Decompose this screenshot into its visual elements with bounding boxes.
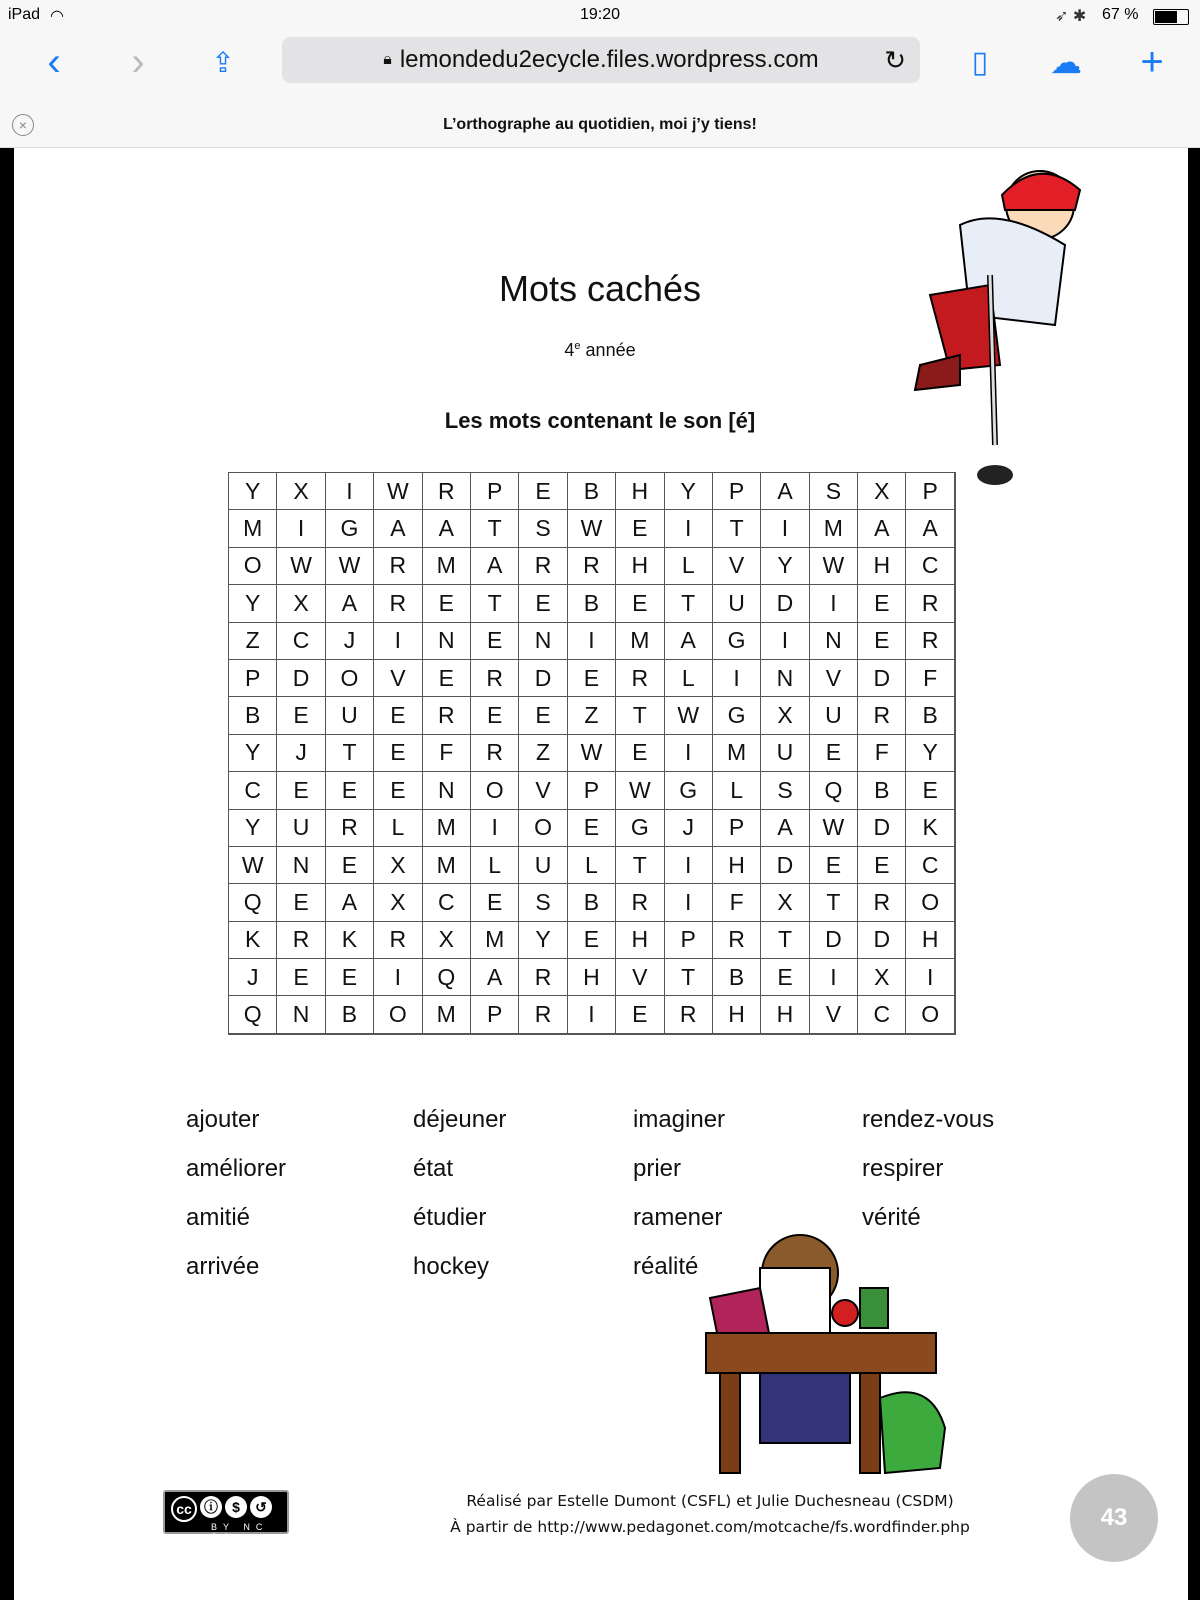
grid-cell: M bbox=[229, 510, 277, 547]
grid-cell: N bbox=[761, 660, 809, 697]
grid-cell: V bbox=[810, 996, 858, 1033]
grid-cell: B bbox=[568, 884, 616, 921]
grid-cell: E bbox=[277, 959, 325, 996]
grid-cell: D bbox=[277, 660, 325, 697]
grid-cell: H bbox=[616, 548, 664, 585]
word-list-item: ramener bbox=[633, 1204, 723, 1231]
credit-authors: Réalisé par Estelle Dumont (CSFL) et Julie Duchesneau (CSDM) bbox=[466, 1492, 954, 1510]
cloud-tabs-icon[interactable]: ☁︎ bbox=[1050, 44, 1082, 80]
word-list-item: déjeuner bbox=[413, 1106, 507, 1133]
grid-cell: H bbox=[761, 996, 809, 1033]
location-bluetooth-icon: ➶ ✱ bbox=[1055, 8, 1087, 25]
grid-cell: R bbox=[374, 548, 422, 585]
grid-cell: W bbox=[277, 548, 325, 585]
grid-cell: E bbox=[471, 884, 519, 921]
grid-cell: R bbox=[277, 922, 325, 959]
grid-cell: T bbox=[616, 847, 664, 884]
grid-cell: Q bbox=[229, 996, 277, 1033]
grid-cell: O bbox=[326, 660, 374, 697]
grid-cell: E bbox=[471, 697, 519, 734]
grid-cell: C bbox=[423, 884, 471, 921]
grid-cell: B bbox=[568, 585, 616, 622]
grid-cell: E bbox=[326, 959, 374, 996]
grid-cell: A bbox=[906, 510, 954, 547]
grid-cell: E bbox=[374, 697, 422, 734]
grid-cell: R bbox=[471, 660, 519, 697]
grid-cell: R bbox=[519, 548, 567, 585]
grade-word: année bbox=[585, 340, 636, 360]
grid-cell: E bbox=[810, 735, 858, 772]
grid-cell: T bbox=[713, 510, 761, 547]
subtitle: Les mots contenant le son [é] bbox=[444, 408, 756, 433]
grid-cell: K bbox=[229, 922, 277, 959]
grid-cell: X bbox=[374, 847, 422, 884]
grid-cell: T bbox=[471, 510, 519, 547]
grid-cell: N bbox=[277, 996, 325, 1033]
grid-cell: P bbox=[568, 772, 616, 809]
credit bbox=[390, 1488, 1030, 1540]
grid-cell: F bbox=[906, 660, 954, 697]
bookmarks-icon[interactable]: ▯ bbox=[971, 45, 989, 79]
grid-cell: R bbox=[713, 922, 761, 959]
grid-cell: L bbox=[665, 548, 713, 585]
grid-cell: I bbox=[568, 623, 616, 660]
grid-cell: A bbox=[665, 623, 713, 660]
grid-cell: E bbox=[519, 585, 567, 622]
grid-cell: C bbox=[906, 548, 954, 585]
device-label: iPad bbox=[8, 6, 41, 23]
grid-cell: E bbox=[326, 772, 374, 809]
grid-cell: R bbox=[519, 996, 567, 1033]
grid-cell: W bbox=[568, 510, 616, 547]
grid-cell: W bbox=[665, 697, 713, 734]
grid-cell: C bbox=[277, 623, 325, 660]
grid-cell: N bbox=[277, 847, 325, 884]
grid-cell: R bbox=[616, 660, 664, 697]
grid-cell: E bbox=[374, 735, 422, 772]
grid-cell: M bbox=[423, 996, 471, 1033]
grid-cell: L bbox=[374, 810, 422, 847]
word-list-item: hockey bbox=[413, 1253, 490, 1280]
grid-cell: R bbox=[665, 996, 713, 1033]
grid-cell: D bbox=[761, 847, 809, 884]
grid-cell: I bbox=[665, 510, 713, 547]
grid-cell: I bbox=[665, 735, 713, 772]
grid-cell: T bbox=[326, 735, 374, 772]
grid-cell: L bbox=[665, 660, 713, 697]
grid-cell: R bbox=[326, 810, 374, 847]
back-button[interactable]: ‹ bbox=[47, 39, 61, 84]
grid-cell: U bbox=[277, 810, 325, 847]
creative-commons-badge bbox=[163, 1490, 289, 1542]
grid-cell: C bbox=[906, 847, 954, 884]
grid-cell: R bbox=[858, 697, 906, 734]
grid-cell: W bbox=[810, 810, 858, 847]
grid-cell: V bbox=[374, 660, 422, 697]
browser-chrome bbox=[0, 0, 1200, 148]
grid-cell: B bbox=[326, 996, 374, 1033]
grid-cell: Z bbox=[229, 623, 277, 660]
grid-cell: G bbox=[616, 810, 664, 847]
grid-cell: U bbox=[519, 847, 567, 884]
cc-icons: cc ⓘ $ ↺ bbox=[165, 1492, 287, 1526]
grade-suffix: e bbox=[574, 340, 581, 352]
grid-cell: R bbox=[858, 884, 906, 921]
grid-cell: E bbox=[616, 996, 664, 1033]
word-list-item: respirer bbox=[862, 1155, 944, 1182]
grid-cell: E bbox=[616, 735, 664, 772]
grid-cell: E bbox=[277, 884, 325, 921]
grid-cell: H bbox=[713, 996, 761, 1033]
grid-cell: O bbox=[471, 772, 519, 809]
grid-cell: G bbox=[665, 772, 713, 809]
grid-cell: E bbox=[858, 847, 906, 884]
grid-cell: R bbox=[616, 884, 664, 921]
grid-cell: Y bbox=[761, 548, 809, 585]
grid-cell: I bbox=[761, 623, 809, 660]
grid-cell: I bbox=[568, 996, 616, 1033]
grid-cell: S bbox=[761, 772, 809, 809]
grid-cell: R bbox=[519, 959, 567, 996]
grid-cell: C bbox=[229, 772, 277, 809]
grid-cell: N bbox=[423, 623, 471, 660]
grid-cell: B bbox=[568, 473, 616, 510]
grid-cell: B bbox=[906, 697, 954, 734]
grid-cell: E bbox=[568, 922, 616, 959]
grid-cell: R bbox=[423, 697, 471, 734]
grid-cell: A bbox=[326, 884, 374, 921]
grid-cell: K bbox=[326, 922, 374, 959]
grid-cell: N bbox=[810, 623, 858, 660]
grid-cell: G bbox=[326, 510, 374, 547]
grid-cell: U bbox=[810, 697, 858, 734]
grid-cell: O bbox=[906, 884, 954, 921]
grid-cell: R bbox=[374, 585, 422, 622]
grid-cell: U bbox=[761, 735, 809, 772]
grid-cell: E bbox=[906, 772, 954, 809]
grid-cell: A bbox=[326, 585, 374, 622]
grid-cell: R bbox=[374, 922, 422, 959]
grid-cell: U bbox=[326, 697, 374, 734]
grid-cell: I bbox=[713, 660, 761, 697]
grid-cell: H bbox=[906, 922, 954, 959]
word-list-item: rendez-vous bbox=[862, 1106, 995, 1133]
grid-cell: N bbox=[423, 772, 471, 809]
grid-cell: F bbox=[713, 884, 761, 921]
grid-cell: E bbox=[277, 697, 325, 734]
grid-cell: I bbox=[810, 585, 858, 622]
grid-cell: S bbox=[810, 473, 858, 510]
grid-cell: W bbox=[810, 548, 858, 585]
page-number-badge: 43 bbox=[1070, 1474, 1158, 1562]
grid-cell: A bbox=[761, 810, 809, 847]
grid-cell: M bbox=[423, 847, 471, 884]
grid-cell: R bbox=[906, 585, 954, 622]
grid-cell: T bbox=[665, 585, 713, 622]
grid-cell: A bbox=[858, 510, 906, 547]
grid-cell: I bbox=[277, 510, 325, 547]
grid-cell: P bbox=[713, 810, 761, 847]
word-list-item: réalité bbox=[633, 1253, 699, 1280]
grid-cell: O bbox=[374, 996, 422, 1033]
grid-cell: M bbox=[471, 922, 519, 959]
grid-cell: W bbox=[229, 847, 277, 884]
grid-cell: W bbox=[374, 473, 422, 510]
grid-cell: T bbox=[471, 585, 519, 622]
grid-cell: E bbox=[568, 660, 616, 697]
grid-cell: X bbox=[423, 922, 471, 959]
grid-cell: V bbox=[810, 660, 858, 697]
grid-cell: E bbox=[423, 585, 471, 622]
grid-cell: Y bbox=[229, 473, 277, 510]
tab-title: L’orthographe au quotidien, moi j’y tiens! bbox=[443, 116, 757, 133]
grid-cell: B bbox=[713, 959, 761, 996]
wifi-icon: ◠ bbox=[50, 8, 64, 25]
lock-icon: 🔒︎ bbox=[383, 51, 392, 68]
forward-button[interactable]: › bbox=[131, 39, 145, 84]
grid-cell: D bbox=[810, 922, 858, 959]
grid-cell: S bbox=[519, 510, 567, 547]
grid-cell: I bbox=[810, 959, 858, 996]
grid-cell: K bbox=[906, 810, 954, 847]
grid-cell: Q bbox=[229, 884, 277, 921]
grid-cell: S bbox=[519, 884, 567, 921]
grid-cell: Q bbox=[423, 959, 471, 996]
page-title: Mots cachés bbox=[498, 268, 702, 309]
grid-cell: Y bbox=[229, 735, 277, 772]
word-search-grid bbox=[228, 472, 956, 1035]
grid-cell: X bbox=[858, 959, 906, 996]
grid-cell: L bbox=[471, 847, 519, 884]
grid-cell: X bbox=[277, 585, 325, 622]
grid-cell: F bbox=[423, 735, 471, 772]
grid-cell: H bbox=[616, 473, 664, 510]
grid-cell: D bbox=[858, 810, 906, 847]
grid-cell: O bbox=[229, 548, 277, 585]
grid-cell: D bbox=[761, 585, 809, 622]
word-list-item: ajouter bbox=[186, 1106, 260, 1133]
grid-cell: I bbox=[761, 510, 809, 547]
status-time: 19:20 bbox=[579, 6, 621, 23]
credit-source[interactable]: À partir de http://www.pedagonet.com/motcache/fs.wordfinder.php bbox=[450, 1518, 970, 1536]
grid-cell: G bbox=[713, 697, 761, 734]
grid-cell: P bbox=[713, 473, 761, 510]
grid-cell: J bbox=[326, 623, 374, 660]
license-text: BY NC SA bbox=[211, 1522, 269, 1542]
grid-cell: P bbox=[665, 922, 713, 959]
grid-cell: E bbox=[519, 697, 567, 734]
grid-cell: X bbox=[858, 473, 906, 510]
grid-cell: L bbox=[568, 847, 616, 884]
grid-cell: D bbox=[858, 922, 906, 959]
grid-cell: D bbox=[519, 660, 567, 697]
grid-cell: P bbox=[906, 473, 954, 510]
grid-cell: C bbox=[858, 996, 906, 1033]
grid-cell: M bbox=[423, 548, 471, 585]
grid-cell: I bbox=[906, 959, 954, 996]
url-text: lemondedu2ecycle.files.wordpress.com bbox=[399, 46, 819, 73]
grid-cell: X bbox=[374, 884, 422, 921]
grid-cell: E bbox=[423, 660, 471, 697]
grid-cell: E bbox=[858, 623, 906, 660]
grid-cell: A bbox=[761, 473, 809, 510]
grid-cell: Y bbox=[906, 735, 954, 772]
grid-cell: W bbox=[326, 548, 374, 585]
grid-cell: I bbox=[665, 884, 713, 921]
grid-cell: D bbox=[858, 660, 906, 697]
grid-cell: E bbox=[374, 772, 422, 809]
word-list-item: imaginer bbox=[633, 1106, 726, 1133]
grid-cell: V bbox=[616, 959, 664, 996]
grid-cell: T bbox=[665, 959, 713, 996]
grid-cell: W bbox=[568, 735, 616, 772]
reload-icon[interactable]: ↻ bbox=[884, 45, 906, 75]
grid-cell: R bbox=[906, 623, 954, 660]
grid-cell: A bbox=[374, 510, 422, 547]
grid-cell: P bbox=[471, 996, 519, 1033]
close-tab-icon[interactable]: × bbox=[12, 114, 34, 136]
grid-cell: E bbox=[616, 585, 664, 622]
word-list-item: vérité bbox=[862, 1204, 921, 1231]
grid-cell: J bbox=[229, 959, 277, 996]
grid-cell: Z bbox=[568, 697, 616, 734]
grid-cell: O bbox=[519, 810, 567, 847]
grid-cell: T bbox=[810, 884, 858, 921]
grid-cell: E bbox=[326, 847, 374, 884]
word-list-item: étudier bbox=[413, 1204, 487, 1231]
grid-cell: H bbox=[568, 959, 616, 996]
grid-cell: Y bbox=[229, 585, 277, 622]
grid-cell: I bbox=[665, 847, 713, 884]
grid-cell: B bbox=[229, 697, 277, 734]
new-tab-button[interactable]: + bbox=[1140, 39, 1164, 84]
grid-cell: A bbox=[471, 959, 519, 996]
word-list-item: état bbox=[413, 1155, 454, 1182]
grid-cell: J bbox=[665, 810, 713, 847]
share-icon[interactable]: ⇪ bbox=[211, 46, 235, 78]
battery-icon bbox=[1153, 9, 1189, 25]
grid-cell: Y bbox=[665, 473, 713, 510]
grid-cell: V bbox=[519, 772, 567, 809]
grid-cell: E bbox=[519, 473, 567, 510]
grid-cell: I bbox=[374, 623, 422, 660]
grid-cell: E bbox=[277, 772, 325, 809]
grid-cell: M bbox=[713, 735, 761, 772]
grid-cell: X bbox=[277, 473, 325, 510]
grid-cell: E bbox=[858, 585, 906, 622]
grid-cell: P bbox=[471, 473, 519, 510]
grid-cell: W bbox=[616, 772, 664, 809]
grid-cell: Y bbox=[229, 810, 277, 847]
grid-cell: I bbox=[471, 810, 519, 847]
student-desk-illustration bbox=[700, 1228, 970, 1488]
word-list-item: améliorer bbox=[186, 1155, 287, 1182]
grid-cell: F bbox=[858, 735, 906, 772]
word-list-item: prier bbox=[633, 1155, 682, 1182]
grid-cell: A bbox=[471, 548, 519, 585]
hockey-player-illustration bbox=[890, 155, 1130, 495]
grid-cell: Y bbox=[519, 922, 567, 959]
grid-cell: H bbox=[858, 548, 906, 585]
address-bar[interactable] bbox=[282, 37, 920, 83]
grid-cell: M bbox=[810, 510, 858, 547]
grid-cell: E bbox=[568, 810, 616, 847]
grid-cell: V bbox=[713, 548, 761, 585]
grid-cell: R bbox=[423, 473, 471, 510]
grid-cell: R bbox=[471, 735, 519, 772]
grid-cell: E bbox=[810, 847, 858, 884]
grid-cell: I bbox=[326, 473, 374, 510]
grid-cell: I bbox=[374, 959, 422, 996]
grid-cell: P bbox=[229, 660, 277, 697]
grid-cell: T bbox=[616, 697, 664, 734]
grid-cell: E bbox=[616, 510, 664, 547]
grid-cell: A bbox=[423, 510, 471, 547]
grid-cell: Q bbox=[810, 772, 858, 809]
grid-cell: N bbox=[519, 623, 567, 660]
grid-cell: H bbox=[713, 847, 761, 884]
word-list-item: amitié bbox=[186, 1204, 251, 1231]
grid-cell: R bbox=[568, 548, 616, 585]
grid-cell: M bbox=[423, 810, 471, 847]
grid-cell: B bbox=[858, 772, 906, 809]
grid-cell: M bbox=[616, 623, 664, 660]
grid-cell: T bbox=[761, 922, 809, 959]
grid-cell: J bbox=[277, 735, 325, 772]
grid-cell: U bbox=[713, 585, 761, 622]
grid-cell: Z bbox=[519, 735, 567, 772]
grid-cell: X bbox=[761, 697, 809, 734]
grid-cell: X bbox=[761, 884, 809, 921]
grid-cell: H bbox=[616, 922, 664, 959]
grid-cell: O bbox=[906, 996, 954, 1033]
grade-number: 4 bbox=[564, 340, 575, 360]
battery-percent: 67 % bbox=[1102, 6, 1139, 23]
grid-cell: E bbox=[471, 623, 519, 660]
grid-cell: L bbox=[713, 772, 761, 809]
word-list-item: arrivée bbox=[186, 1253, 260, 1280]
grid-cell: G bbox=[713, 623, 761, 660]
grid-cell: E bbox=[761, 959, 809, 996]
